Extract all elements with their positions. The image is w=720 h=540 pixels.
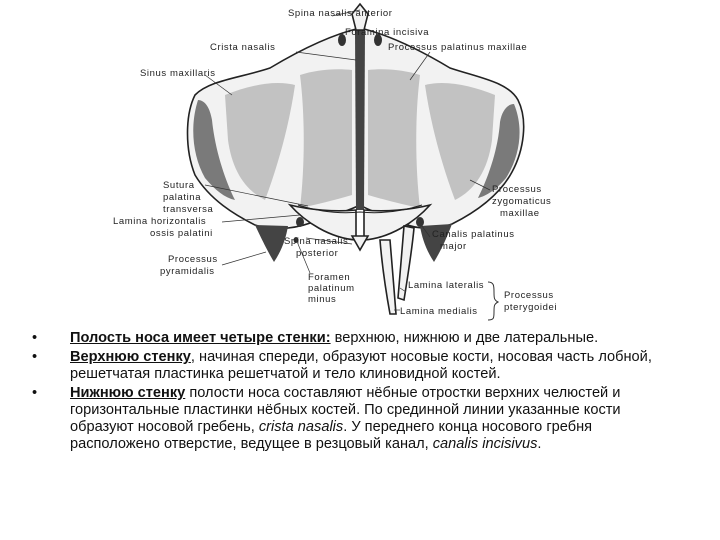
label-crista-nasalis: Crista nasalis (210, 42, 276, 53)
label-lamina-lateralis: Lamina lateralis (408, 280, 485, 291)
bullet-item-upper-wall (38, 349, 678, 383)
latin-term-crista-nasalis: crista nasalis (258, 419, 344, 435)
bullet-head: Верхнюю стенку (70, 349, 191, 365)
label-processus-zygomaticus-2: zygomaticus (492, 196, 552, 207)
bullet-item-lower-wall (38, 385, 678, 453)
bullet-text: верхнюю, нижнюю и две латеральные. (330, 330, 599, 346)
label-processus-pyramidalis-2: pyramidalis (160, 266, 215, 277)
bullet-item-walls (38, 330, 678, 347)
bullet-text: полости носа составляют нёбные отростки верхних челюстей и горизонтальные пластинки нёбных костей. По срединной линии указанные кости образуют носовой гребень, (70, 385, 621, 435)
label-foramen-palatinum-minus-1: Foramen (308, 272, 351, 283)
label-processus-palatinus-maxillae: Processus palatinus maxillae (388, 42, 528, 53)
label-processus-zygomaticus-3: maxillae (500, 208, 540, 219)
latin-term-canalis-incisivus: canalis incisivus (432, 436, 538, 452)
label-canalis-palatinus-major-1: Canalis palatinus (432, 229, 515, 240)
label-lamina-horizontalis-1: Lamina horizontalis (113, 216, 207, 227)
label-spina-nasalis-anterior: Spina nasalis anterior (288, 8, 393, 19)
label-processus-pterygoidei-1: Processus (504, 290, 554, 301)
label-processus-pterygoidei-2: pterygoidei (504, 302, 558, 313)
label-processus-pyramidalis-1: Processus (168, 254, 218, 265)
bullet-text: . У переднего конца носового гребня расположено отверстие, ведущее в резцовый канал, (70, 419, 593, 452)
label-sutura-line-3: transversa (163, 204, 214, 215)
label-foramen-palatinum-minus-2: palatinum (308, 283, 355, 294)
bullet-head: Нижнюю стенку (70, 385, 186, 401)
bullet-text: . (537, 436, 542, 452)
label-foramen-palatinum-minus-3: minus (308, 294, 337, 305)
label-lamina-medialis: Lamina medialis (400, 306, 478, 317)
label-sutura-line-1: Sutura (163, 180, 195, 191)
label-sinus-maxillaris: Sinus maxillaris (140, 68, 216, 79)
label-canalis-palatinus-major-2: major (440, 241, 467, 252)
label-foramina-incisiva: Foramina incisiva (345, 27, 430, 38)
bullet-text: , начиная спереди, образуют носовые кости, носовая часть лобной, решетчатая пластинка решетчатой и тело клиновидной костей. (70, 349, 652, 382)
label-processus-zygomaticus-1: Processus (492, 184, 542, 195)
label-lamina-horizontalis-2: ossis palatini (150, 228, 213, 239)
label-spina-nasalis-posterior-2: posterior (296, 248, 339, 259)
label-spina-nasalis-posterior-1: Spina nasalis (284, 236, 349, 247)
bullet-list (38, 330, 678, 455)
bullet-head: Полость носа имеет четыре стенки: (70, 330, 331, 346)
label-sutura-line-2: palatina (163, 192, 202, 203)
